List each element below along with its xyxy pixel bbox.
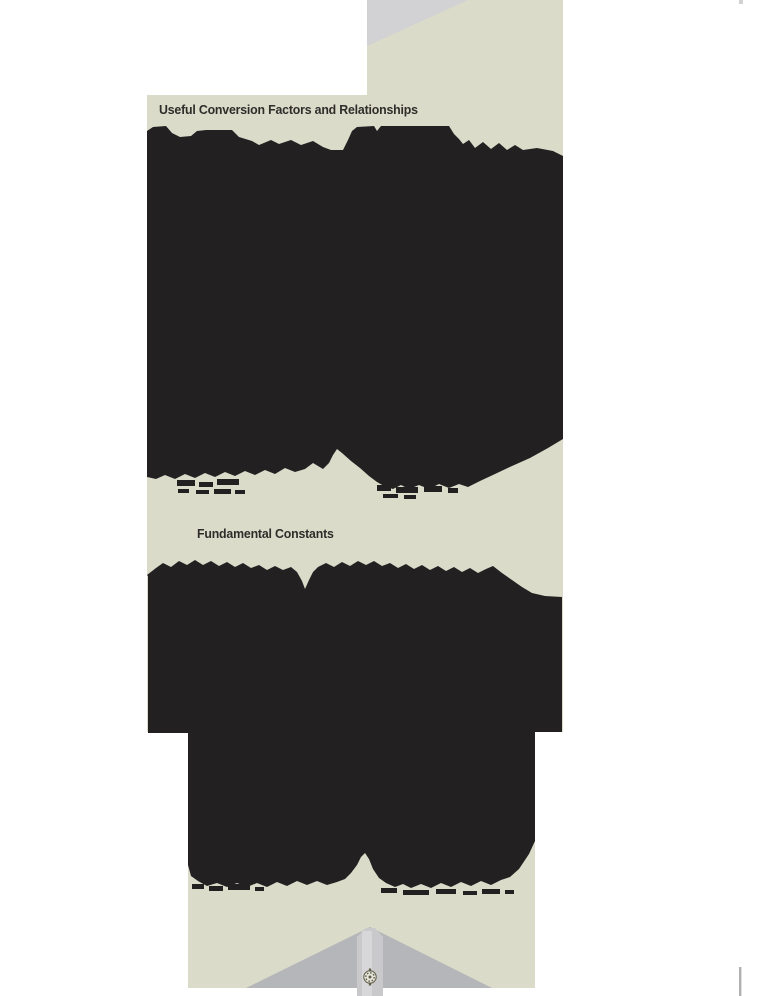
spine-highlight	[362, 931, 372, 996]
redaction-blob-constants	[147, 560, 562, 888]
section-heading-constants: Fundamental Constants	[197, 526, 334, 541]
section-heading-conversions: Useful Conversion Factors and Relationships	[159, 102, 418, 117]
page-edge-line	[739, 967, 741, 996]
top-right-mark	[739, 0, 743, 4]
redaction-blob-conversions	[147, 126, 563, 489]
